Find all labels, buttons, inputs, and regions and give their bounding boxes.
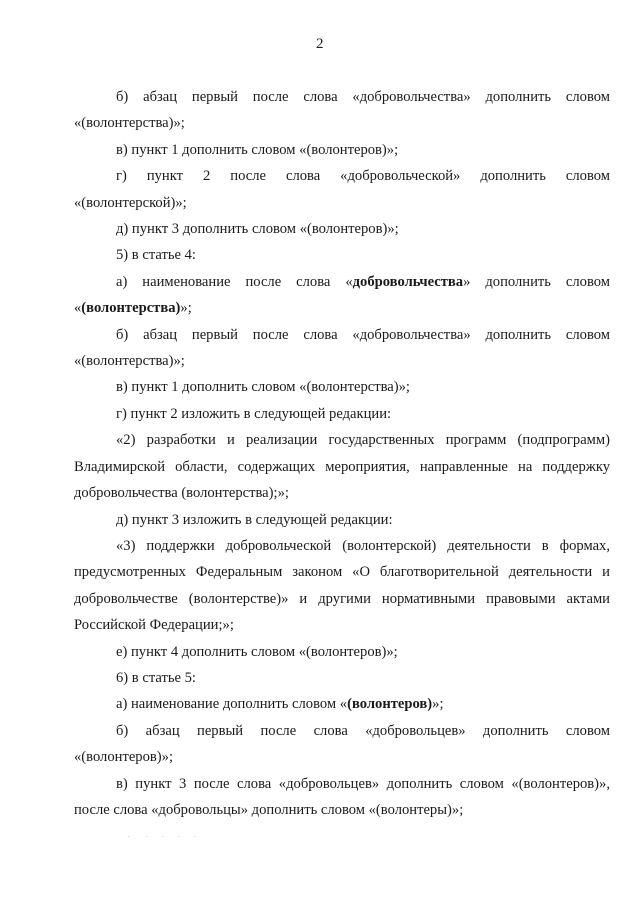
text-run: »; [432,696,444,713]
paragraph [74,84,610,137]
text-run: в) пункт 1 дополнить словом «(волонтерства)»; [116,379,410,396]
text-run: »; [180,300,192,317]
text-run: б) абзац первый после слова «добровольчества» дополнить словом «(волонтерства)»; [74,326,610,370]
paragraph [74,269,610,322]
text-run: б) абзац первый после слова «добровольцев» дополнить словом «(волонтеров)»; [74,722,610,766]
text-run: «2) разработки и реализации государственных программ (подпрограмм) Владимирской области, содержащих мероприятия, направленные на поддержку добровольчества (волонтерства);»; [74,432,610,502]
text-run: в) пункт 3 после слова «добровольцев» дополнить словом «(волонтеров)», после слова «добровольцы» дополнить словом «(волонтеры)»; [74,775,610,818]
text-run: д) пункт 3 дополнить словом «(волонтеров)»; [116,221,399,238]
paragraph [74,665,610,691]
text-run: » дополнить словом « [74,273,610,317]
text-run: г) пункт 2 изложить в следующей редакции: [116,405,392,422]
paragraph [74,533,610,639]
document-body [74,84,610,823]
paragraph [74,322,610,375]
paragraph [74,771,610,824]
text-run: а) наименование дополнить словом « [116,696,348,713]
bold-text: (волонтерства) [81,300,181,317]
text-run: 5) в статье 4: [116,247,196,264]
text-run: «3) поддержки добровольческой (волонтерской) деятельности в формах, предусмотренных Федеральным законом «О благотворительной деятельности и добровольчестве (волонтерстве)» и другими нормативными правовыми актами Российской Федерации;»; [74,537,610,634]
paragraph [74,242,610,268]
paragraph [74,401,610,427]
text-run: 6) в статье 5: [116,669,196,686]
paragraph [74,374,610,400]
paragraph [74,163,610,216]
bold-text: (волонтеров) [347,696,433,713]
text-run: д) пункт 3 изложить в следующей редакции: [116,511,393,528]
bold-text: добровольчества [352,273,464,290]
paragraph [74,216,610,242]
paragraph [74,718,610,771]
text-run: г) пункт 2 после слова «добровольческой» дополнить словом «(волонтерской)»; [74,168,610,211]
text-run: а) наименование после слова « [116,273,353,290]
paragraph [74,691,610,717]
text-run: б) абзац первый после слова «добровольчества» дополнить словом «(волонтерства)»; [74,89,610,132]
page-number: 2 [316,36,324,52]
scan-speckle [128,834,198,840]
paragraph [74,639,610,665]
paragraph [74,427,610,506]
paragraph [74,507,610,533]
text-run: в) пункт 1 дополнить словом «(волонтеров)»; [116,141,399,158]
text-run: е) пункт 4 дополнить словом «(волонтеров)»; [116,643,398,660]
paragraph [74,137,610,163]
